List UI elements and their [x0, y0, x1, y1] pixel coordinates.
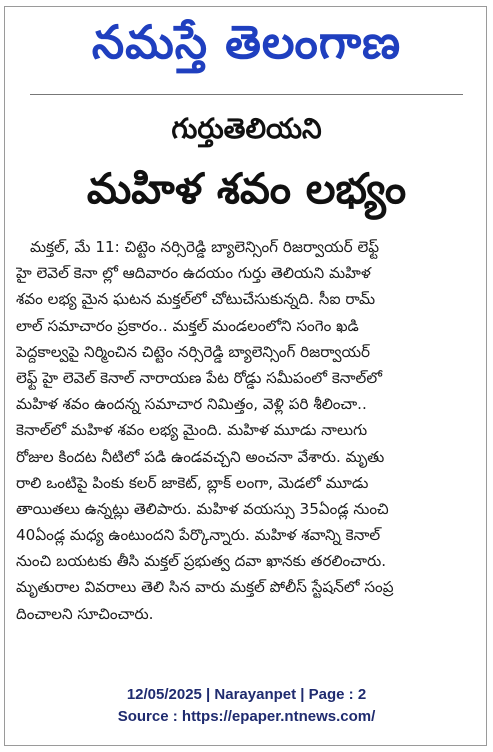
article-line: హై లెవెల్ కెనా ల్లో ఆదివారం ఉదయం గుర్తు తెలియని మహిళ: [16, 264, 371, 283]
headline: మహిళ శవం లభ్యం: [86, 164, 407, 213]
masthead-divider: [30, 94, 463, 95]
article-line: తాయితలు ఉన్నట్లు తెలిపారు. మహిళ వయస్సు 35ఏండ్ల నుంచి: [16, 499, 389, 518]
article-line: 40ఏండ్ల మధ్య ఉంటుందని పేర్కొన్నారు. మహిళ శవాన్ని కెనాల్: [16, 526, 381, 545]
article-line: మహిళ శవం ఉందన్న సమాచార నిమిత్తం, వెళ్లి పరి శీలించా..: [16, 395, 367, 414]
article-line: దించాలని సూచించారు.: [16, 604, 154, 623]
article-line: మృతురాల వివరాలు తెలి సిన వారు మక్తల్ పోలీస్ స్టేషన్‌లో సంప్ర: [16, 578, 394, 597]
article-line: శవం లభ్య మైన ఘటన మక్తల్‌లో చోటుచేసుకున్నది. సీఐ రామ్: [16, 290, 376, 309]
footer-date-line: 12/05/2025 | Narayanpet | Page : 2: [126, 686, 367, 703]
article-line: కెనాల్‌లో మహిళ శవం లభ్య మైంది. మహిళ మూడు నాలుగు: [16, 421, 368, 440]
footer-source-line: Source : https://epaper.ntnews.com/: [117, 708, 376, 725]
headline-kicker: గుర్తుతెలియని: [171, 112, 322, 145]
article-body: [16, 234, 478, 627]
newspaper-masthead: నమస్తే తెలంగాణ: [91, 15, 402, 69]
article-line: లాల్ సమాచారం ప్రకారం.. మక్తల్ మండలంలోని సంగెం ఖడి: [16, 316, 359, 335]
article-line: రోజుల కిందట నీటిలో పడి ఉండవచ్చని అంచనా వేశారు. మృతు: [16, 447, 385, 466]
article-line: నుంచి బయటకు తీసి మక్తల్ ప్రభుత్వ దవా ఖానకు తరలించారు.: [16, 552, 387, 571]
article-line: లెఫ్ట్ హై లెవెల్ కెనాల్ నారాయణ పేట రోడ్డు సమీపంలో కెనాల్‌లో: [16, 368, 382, 387]
article-line: మక్తల్, మే 11: చిట్టెం నర్సిరెడ్డి బ్యాలెన్సింగ్ రిజర్వాయర్ లెఫ్ట్: [30, 238, 380, 256]
article-line: రాలి ఒంటిపై పింకు కలర్ జాకెట్, బ్లాక్ లంగా, మెడలో మూడు: [16, 473, 369, 492]
article-line: పెద్దకాల్వపై నిర్మించిన చిట్టెం నర్సిరెడ్డి బ్యాలెన్సింగ్ రిజర్వాయర్: [16, 342, 370, 361]
page-footer: [0, 684, 493, 728]
